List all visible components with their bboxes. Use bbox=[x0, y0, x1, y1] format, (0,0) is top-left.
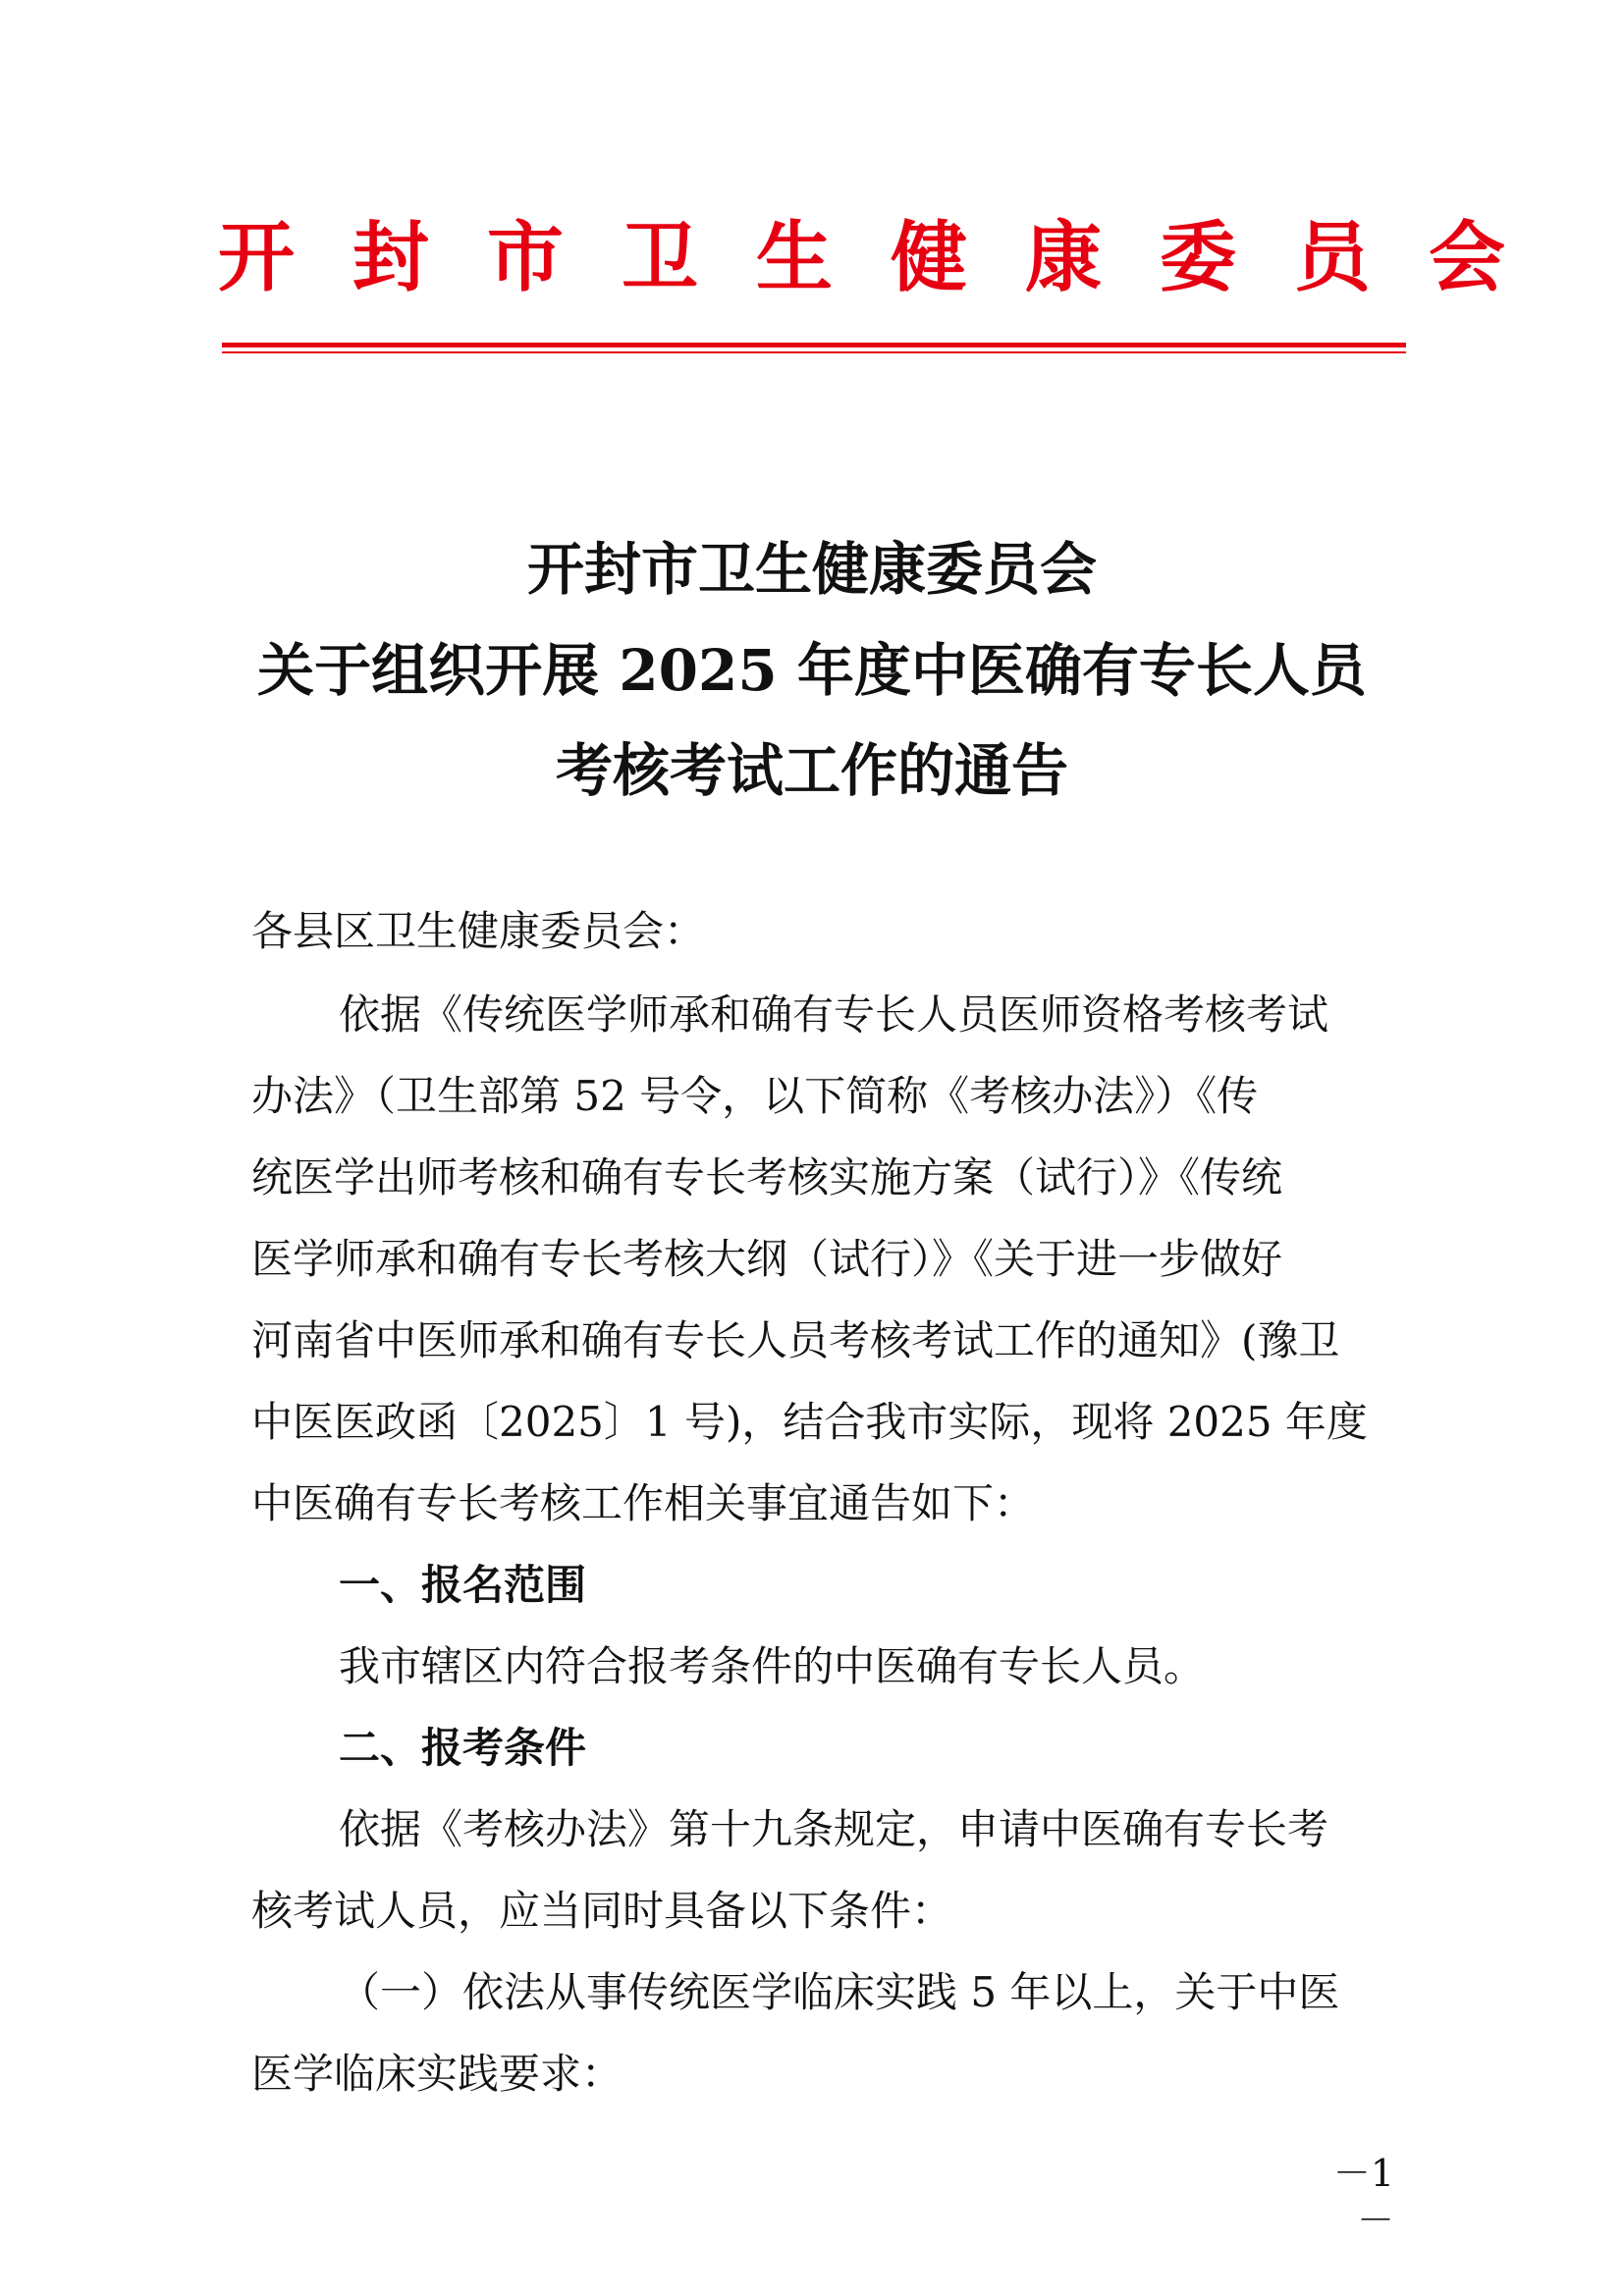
section-2-heading: 二、报考条件 bbox=[339, 1724, 587, 1772]
section-1-heading: 一、报名范围 bbox=[339, 1561, 587, 1609]
masthead-rule-thick bbox=[222, 343, 1406, 347]
intro-line: 依据《传统医学师承和确有专长人员医师资格考核考试 bbox=[339, 990, 1329, 1039]
salutation: 各县区卫生健康委员会： bbox=[251, 907, 706, 955]
document-title-line-1: 开封市卫生健康委员会 bbox=[526, 536, 1097, 603]
page-number: －1－ bbox=[1332, 2152, 1394, 2242]
masthead: 开封市卫生健康委员会 bbox=[218, 213, 1564, 302]
item-1-line: 医学临床实践要求： bbox=[251, 2050, 623, 2098]
intro-line: 河南省中医师承和确有专长人员考核考试工作的通知》(豫卫 bbox=[251, 1316, 1340, 1364]
intro-line: 医学师承和确有专长考核大纲（试行）》《关于进一步做好 bbox=[251, 1235, 1283, 1283]
item-1-line: （一）依法从事传统医学临床实践 5 年以上，关于中医 bbox=[339, 1968, 1340, 2016]
section-1-text: 我市辖区内符合报考条件的中医确有专长人员。 bbox=[339, 1642, 1206, 1690]
document-title-line-2: 关于组织开展 2025 年度中医确有专长人员 bbox=[257, 637, 1367, 704]
intro-line: 统医学出师考核和确有专长考核实施方案（试行）》《传统 bbox=[251, 1153, 1283, 1201]
section-2-line: 核考试人员，应当同时具备以下条件： bbox=[251, 1887, 953, 1935]
masthead-rule-thin bbox=[222, 351, 1406, 353]
section-2-line: 依据《考核办法》第十九条规定，申请中医确有专长考 bbox=[339, 1805, 1329, 1853]
document-title-line-3: 考核考试工作的通告 bbox=[555, 737, 1068, 804]
intro-line: 办法》（卫生部第 52 号令，以下简称《考核办法》）《传 bbox=[251, 1072, 1259, 1120]
intro-line: 中医确有专长考核工作相关事宜通告如下： bbox=[251, 1479, 1036, 1527]
intro-line: 中医医政函〔2025〕1 号)，结合我市实际，现将 2025 年度 bbox=[251, 1398, 1368, 1446]
